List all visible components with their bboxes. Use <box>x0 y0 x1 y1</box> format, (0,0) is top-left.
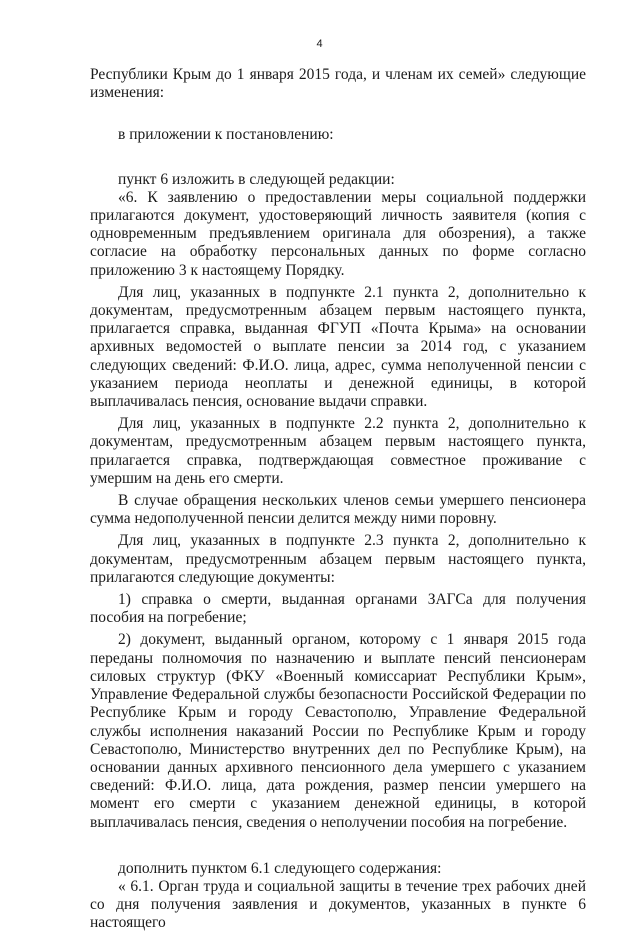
document-body <box>90 66 586 933</box>
paragraph-subitem-2-1: Для лиц, указанных в подпункте 2.1 пункта 2, дополнительно к документам, предусмотренным абзацем первым настоящего пункта, прилагается справка, выданная ФГУП «Почта Крыма» на основании архивных ведомостей о выплате пенсии за 2014 год, с указанием следующих сведений: Ф.И.О. лица, адрес, сумма неполученной пенсии с указанием периода неоплаты и денежной единицы, в которой выплачивалась пенсия, основание выдачи справки. <box>90 283 586 411</box>
paragraph-continuation: Республики Крым до 1 января 2015 года, и членам их семей» следующие изменения: <box>90 66 586 102</box>
paragraph-item-6-1: « 6.1. Орган труда и социальной защиты в течение трех рабочих дней со дня получения заявления и документов, указанных в пункте 6 настоящего <box>90 877 586 932</box>
paragraph-list-item-1: 1) справка о смерти, выданная органами ЗАГСа для получения пособия на погребение; <box>90 591 586 627</box>
paragraph-instruction-item-6: пункт 6 изложить в следующей редакции: <box>118 170 395 188</box>
paragraph-instruction-annex: в приложении к постановлению: <box>118 126 334 144</box>
paragraph-subitem-2-2: Для лиц, указанных в подпункте 2.2 пункта 2, дополнительно к документам, предусмотренным абзацем первым настоящего пункта, прилагается справка, подтверждающая совместное проживание с умершим на день его смерти. <box>90 415 586 487</box>
paragraph-instruction-item-6-1: дополнить пунктом 6.1 следующего содержания: <box>118 859 442 877</box>
paragraph-list-item-2: 2) документ, выданный органом, которому с 1 января 2015 года переданы полномочия по назначению и выплате пенсий пенсионерам силовых структур (ФКУ «Военный комиссариат Республики Крым», Управление Федеральной службы безопасности Российской Федерации по Республике Крым и городу Севастополю, Управление Федеральной службы исполнения наказаний России по Республике Крым и городу Севастополю, Министерство внутренних дел по Республике Крым), на основании данных архивного пенсионного дела умершего с указанием сведений: Ф.И.О. лица, дата рождения, размер пенсии умершего на момент его смерти с указанием денежной единицы, в которой выплачивалась пенсия, сведения о неполучении пособия на погребение. <box>90 631 586 831</box>
paragraph-item-6: «6. К заявлению о предоставлении меры социальной поддержки прилагаются документ, удостоверяющий личность заявителя (копия с одновременным предъявлением оригинала для обозрения), а также согласие на обработку персональных данных по форме согласно приложению 3 к настоящему Порядку. <box>90 188 586 279</box>
paragraph-equal-division: В случае обращения нескольких членов семьи умершего пенсионера сумма недополученной пенсии делится между ними поровну. <box>90 492 586 528</box>
paragraph-subitem-2-3: Для лиц, указанных в подпункте 2.3 пункта 2, дополнительно к документам, предусмотренным абзацем первым настоящего пункта, прилагаются следующие документы: <box>90 532 586 586</box>
page-number: 4 <box>316 38 323 50</box>
